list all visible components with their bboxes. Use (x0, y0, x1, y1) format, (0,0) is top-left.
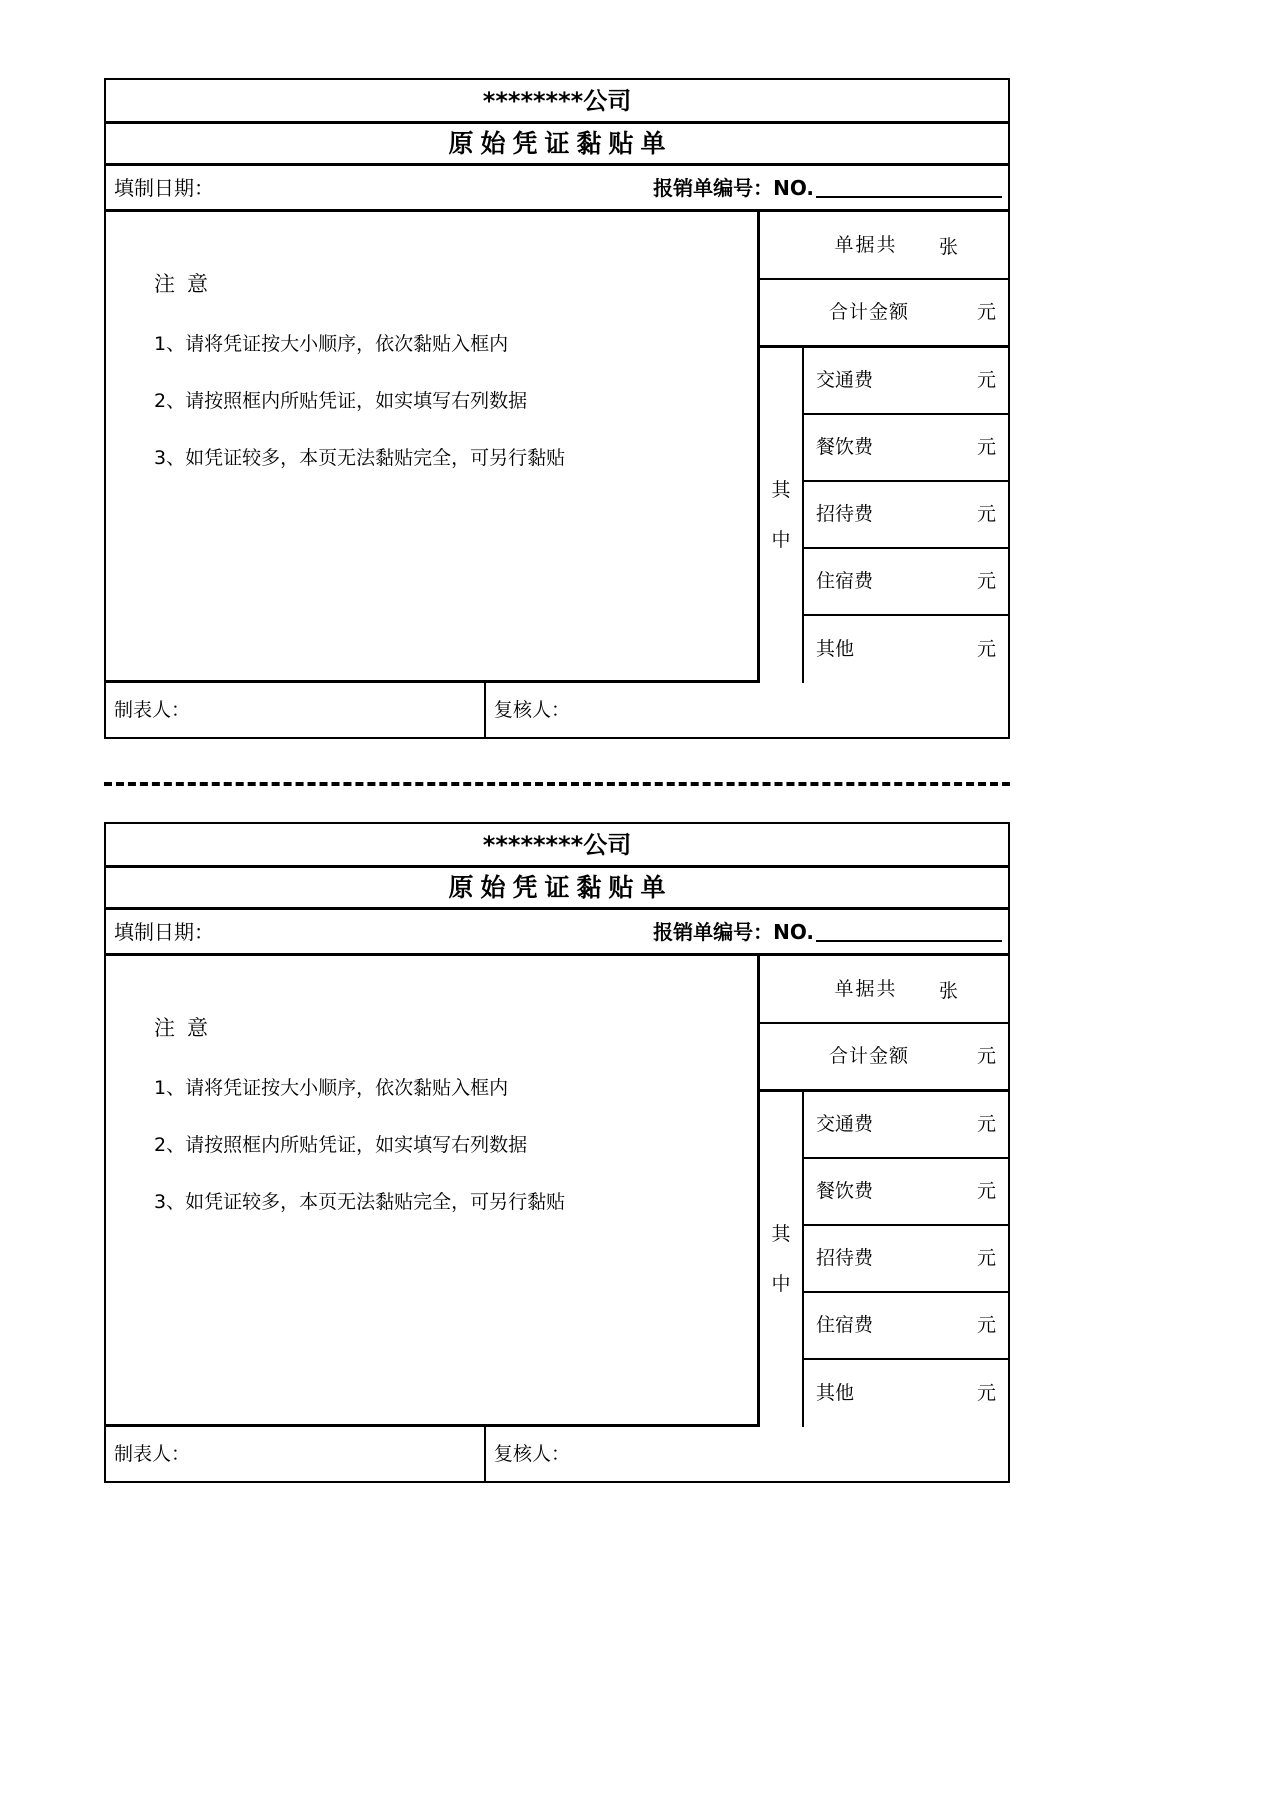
breakdown-label: 交通费 (816, 369, 874, 391)
notice-title: 注意 (154, 1016, 220, 1040)
breakdown-unit: 元 (976, 1113, 996, 1135)
reimbursement-no-label: 报销单编号：NO. (653, 919, 814, 944)
breakdown-label: 交通费 (816, 1113, 874, 1135)
breakdown-row-meals[interactable] (804, 415, 1008, 482)
breakdown-label: 住宿费 (816, 1314, 874, 1336)
breakdown-row-entertainment[interactable] (804, 1226, 1008, 1293)
company-name: ********公司 (482, 830, 632, 859)
notice-item: 3、如凭证较多，本页无法黏贴完全，可另行黏贴 (154, 1191, 566, 1213)
documents-count-label: 单据共 (834, 233, 898, 256)
notice-item: 2、请按照框内所贴凭证，如实填写右列数据 (154, 390, 528, 412)
company-name-row (106, 824, 1008, 868)
notice-item: 1、请将凭证按大小顺序，依次黏贴入框内 (154, 333, 509, 355)
notice-box (106, 212, 760, 683)
total-amount-label: 合计金额 (828, 301, 909, 323)
form-body (106, 956, 1008, 1427)
voucher-paste-form-1 (104, 78, 1010, 739)
breakdown-row-transport[interactable] (804, 1092, 1008, 1159)
breakdown-row-entertainment[interactable] (804, 482, 1008, 549)
company-name-row (106, 80, 1008, 124)
signature-row (106, 683, 1008, 737)
documents-count-label: 单据共 (834, 977, 898, 1000)
reimbursement-no-blank[interactable] (816, 925, 1002, 942)
breakdown-unit: 元 (976, 369, 996, 391)
breakdown-row-other[interactable] (804, 616, 1008, 683)
notice-title: 注意 (154, 272, 220, 296)
reviewer-field[interactable] (486, 1427, 1008, 1481)
documents-count-unit: 张 (938, 979, 958, 1002)
breakdown-rows (804, 348, 1008, 683)
reimbursement-no-blank[interactable] (816, 181, 1002, 198)
breakdown-row-transport[interactable] (804, 348, 1008, 415)
form-title-row (106, 868, 1008, 910)
preparer-field[interactable] (106, 683, 486, 737)
breakdown-unit: 元 (976, 638, 996, 660)
signature-row (106, 1427, 1008, 1481)
breakdown-subgroup (760, 1092, 1008, 1427)
breakdown-label: 餐饮费 (816, 436, 874, 458)
subgroup-label-char-1: 其 (771, 479, 791, 502)
form-body (106, 212, 1008, 683)
subgroup-label-char-2: 中 (771, 528, 791, 551)
breakdown-row-meals[interactable] (804, 1159, 1008, 1226)
breakdown-label: 招待费 (816, 1247, 874, 1269)
breakdown-label: 住宿费 (816, 570, 874, 592)
fill-date-label: 填制日期： (114, 919, 214, 944)
figures-table (760, 212, 1008, 683)
notice-item: 1、请将凭证按大小顺序，依次黏贴入框内 (154, 1077, 509, 1099)
fill-date-label: 填制日期： (114, 175, 214, 200)
total-amount-row[interactable] (760, 280, 1008, 348)
breakdown-unit: 元 (976, 1247, 996, 1269)
subgroup-label (760, 1092, 804, 1427)
meta-row (106, 910, 1008, 956)
total-amount-unit: 元 (976, 1045, 996, 1067)
reviewer-label: 复核人： (494, 1442, 571, 1465)
preparer-label: 制表人： (114, 698, 191, 721)
reviewer-label: 复核人： (494, 698, 571, 721)
breakdown-unit: 元 (976, 503, 996, 525)
breakdown-row-other[interactable] (804, 1360, 1008, 1427)
breakdown-rows (804, 1092, 1008, 1427)
breakdown-label: 其他 (816, 638, 855, 660)
breakdown-label: 餐饮费 (816, 1180, 874, 1202)
meta-row (106, 166, 1008, 212)
form-title: 原始凭证黏贴单 (448, 129, 673, 158)
company-name: ********公司 (482, 86, 632, 115)
breakdown-subgroup (760, 348, 1008, 683)
breakdown-label: 其他 (816, 1382, 855, 1404)
figures-table (760, 956, 1008, 1427)
voucher-paste-form-2 (104, 822, 1010, 1483)
total-amount-row[interactable] (760, 1024, 1008, 1092)
total-amount-unit: 元 (976, 301, 996, 323)
notice-item: 3、如凭证较多，本页无法黏贴完全，可另行黏贴 (154, 447, 566, 469)
breakdown-unit: 元 (976, 1180, 996, 1202)
subgroup-label-char-1: 其 (771, 1223, 791, 1246)
preparer-field[interactable] (106, 1427, 486, 1481)
preparer-label: 制表人： (114, 1442, 191, 1465)
breakdown-unit: 元 (976, 1314, 996, 1336)
notice-item: 2、请按照框内所贴凭证，如实填写右列数据 (154, 1134, 528, 1156)
breakdown-row-lodging[interactable] (804, 549, 1008, 616)
notice-box (106, 956, 760, 1427)
breakdown-label: 招待费 (816, 503, 874, 525)
form-title-row (106, 124, 1008, 166)
total-amount-label: 合计金额 (828, 1045, 909, 1067)
reimbursement-no-field[interactable] (653, 175, 1002, 200)
form-title: 原始凭证黏贴单 (448, 873, 673, 902)
subgroup-label-char-2: 中 (771, 1272, 791, 1295)
reviewer-field[interactable] (486, 683, 1008, 737)
reimbursement-no-label: 报销单编号：NO. (653, 175, 814, 200)
reimbursement-no-field[interactable] (653, 919, 1002, 944)
breakdown-row-lodging[interactable] (804, 1293, 1008, 1360)
cut-line-divider (104, 782, 1010, 786)
documents-count-row[interactable] (760, 956, 1008, 1024)
breakdown-unit: 元 (976, 436, 996, 458)
breakdown-unit: 元 (976, 1382, 996, 1404)
documents-count-row[interactable] (760, 212, 1008, 280)
subgroup-label (760, 348, 804, 683)
documents-count-unit: 张 (938, 235, 958, 258)
breakdown-unit: 元 (976, 570, 996, 592)
